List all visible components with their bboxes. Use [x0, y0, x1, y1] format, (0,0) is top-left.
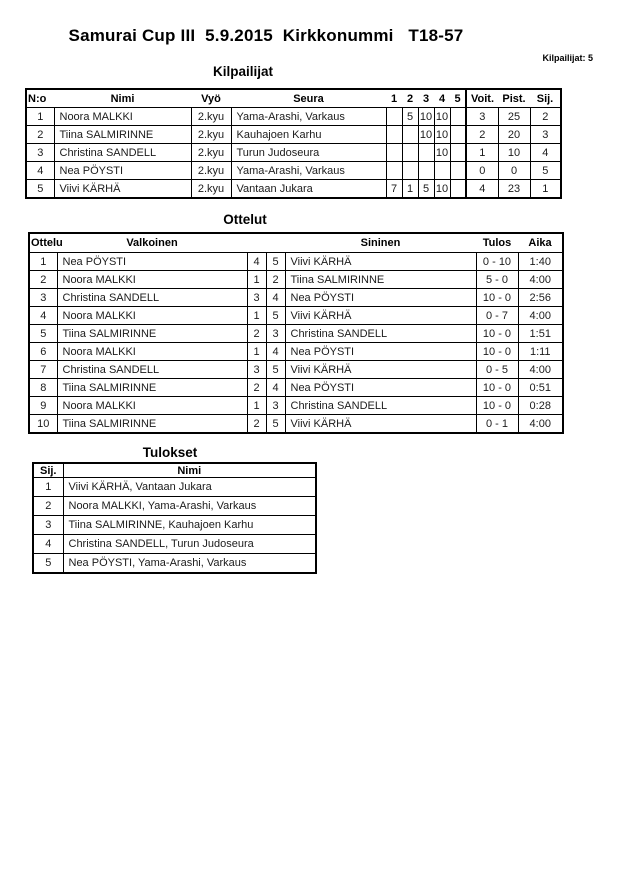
- table-row: [26, 162, 561, 180]
- table-cell: 10: [434, 144, 450, 162]
- table-cell: 1: [247, 397, 266, 415]
- table-cell: Nea PÖYSTI: [57, 253, 247, 271]
- table-cell: 0: [466, 162, 498, 180]
- col-header-time: Aika: [518, 233, 563, 253]
- table-cell: [402, 162, 418, 180]
- table-cell: 10: [418, 108, 434, 126]
- results-header-row: [33, 463, 316, 478]
- table-cell: 0: [498, 162, 530, 180]
- table-cell: Nea PÖYSTI: [285, 289, 476, 307]
- table-cell: 4:00: [518, 271, 563, 289]
- table-cell: [450, 180, 466, 199]
- table-cell: Vantaan Jukara: [231, 180, 386, 199]
- table-cell: 10 - 0: [476, 343, 518, 361]
- results-table: [32, 462, 317, 574]
- table-cell: 3: [33, 516, 63, 535]
- table-cell: 1:51: [518, 325, 563, 343]
- table-cell: 5: [402, 108, 418, 126]
- table-cell: Christina SANDELL: [285, 325, 476, 343]
- table-cell: 4: [466, 180, 498, 199]
- table-cell: 10 - 0: [476, 397, 518, 415]
- table-cell: Nea PÖYSTI, Yama-Arashi, Varkaus: [63, 554, 316, 574]
- col-header-round-5: 5: [450, 89, 466, 108]
- section-title-competitors: Kilpailijat: [212, 64, 273, 79]
- table-row: [29, 289, 563, 307]
- table-cell: 1: [530, 180, 561, 199]
- table-cell: 4: [266, 379, 285, 397]
- col-header-white-number: [247, 233, 266, 253]
- table-cell: 2: [530, 108, 561, 126]
- col-header-round-4: 4: [434, 89, 450, 108]
- table-cell: 10 - 0: [476, 289, 518, 307]
- table-cell: 1:40: [518, 253, 563, 271]
- matches-table: [28, 232, 564, 434]
- table-cell: 1: [466, 144, 498, 162]
- table-cell: 4: [33, 535, 63, 554]
- table-cell: 4: [530, 144, 561, 162]
- col-header-points: Pist.: [498, 89, 530, 108]
- table-cell: Yama-Arashi, Varkaus: [231, 162, 386, 180]
- table-row: [26, 180, 561, 199]
- col-header-result-name: Nimi: [63, 463, 316, 478]
- table-cell: Tiina SALMIRINNE: [57, 379, 247, 397]
- table-cell: Christina SANDELL: [57, 361, 247, 379]
- col-header-result-place: Sij.: [33, 463, 63, 478]
- table-cell: 0 - 10: [476, 253, 518, 271]
- col-header-round-3: 3: [418, 89, 434, 108]
- table-cell: [386, 126, 402, 144]
- table-cell: 2: [247, 325, 266, 343]
- table-cell: 3: [247, 361, 266, 379]
- table-cell: Noora MALKKI: [57, 397, 247, 415]
- table-cell: 5: [33, 554, 63, 574]
- table-row: [33, 478, 316, 497]
- table-cell: 0:28: [518, 397, 563, 415]
- table-cell: Christina SANDELL: [54, 144, 191, 162]
- col-header-club: Seura: [231, 89, 386, 108]
- table-row: [29, 397, 563, 415]
- table-cell: 10: [434, 108, 450, 126]
- table-cell: Viivi KÄRHÄ: [285, 415, 476, 434]
- section-title-results: Tulokset: [142, 445, 198, 460]
- table-cell: Viivi KÄRHÄ: [285, 253, 476, 271]
- table-cell: Nea PÖYSTI: [285, 379, 476, 397]
- table-cell: 8: [29, 379, 57, 397]
- table-cell: 4: [266, 343, 285, 361]
- col-header-place: Sij.: [530, 89, 561, 108]
- table-cell: 2.kyu: [191, 162, 231, 180]
- table-cell: 7: [386, 180, 402, 199]
- matches-header-row: [29, 233, 563, 253]
- table-cell: 3: [466, 108, 498, 126]
- col-header-belt: Vyö: [191, 89, 231, 108]
- col-header-round-1: 1: [386, 89, 402, 108]
- table-cell: 20: [498, 126, 530, 144]
- table-cell: 1:11: [518, 343, 563, 361]
- table-cell: Noora MALKKI, Yama-Arashi, Varkaus: [63, 497, 316, 516]
- col-header-match: Ottelu: [29, 233, 57, 253]
- table-cell: 2: [29, 271, 57, 289]
- table-row: [33, 497, 316, 516]
- col-header-result: Tulos: [476, 233, 518, 253]
- table-cell: 5: [266, 253, 285, 271]
- table-cell: Nea PÖYSTI: [285, 343, 476, 361]
- table-cell: 2.kyu: [191, 108, 231, 126]
- col-header-name: Nimi: [54, 89, 191, 108]
- table-cell: [418, 144, 434, 162]
- table-cell: Tiina SALMIRINNE: [57, 325, 247, 343]
- table-cell: 2: [247, 415, 266, 434]
- table-cell: 6: [29, 343, 57, 361]
- table-cell: Noora MALKKI: [57, 271, 247, 289]
- table-cell: [450, 108, 466, 126]
- table-cell: Viivi KÄRHÄ: [285, 361, 476, 379]
- table-cell: Viivi KÄRHÄ: [54, 180, 191, 199]
- table-cell: 3: [530, 126, 561, 144]
- table-cell: Viivi KÄRHÄ: [285, 307, 476, 325]
- table-cell: 10 - 0: [476, 379, 518, 397]
- table-cell: Kauhajoen Karhu: [231, 126, 386, 144]
- table-cell: 0 - 5: [476, 361, 518, 379]
- table-row: [29, 271, 563, 289]
- competitors-table: [25, 88, 562, 199]
- table-cell: 23: [498, 180, 530, 199]
- table-cell: [450, 126, 466, 144]
- col-header-wins: Voit.: [466, 89, 498, 108]
- table-cell: 3: [266, 325, 285, 343]
- table-row: [26, 108, 561, 126]
- table-cell: 4:00: [518, 307, 563, 325]
- table-row: [29, 307, 563, 325]
- table-cell: 4: [29, 307, 57, 325]
- col-header-blue-number: [266, 233, 285, 253]
- table-row: [29, 379, 563, 397]
- table-cell: 2: [26, 126, 54, 144]
- table-cell: [402, 126, 418, 144]
- table-cell: 5 - 0: [476, 271, 518, 289]
- table-row: [33, 516, 316, 535]
- table-cell: 5: [266, 415, 285, 434]
- table-cell: 2.kyu: [191, 144, 231, 162]
- table-cell: 2.kyu: [191, 180, 231, 199]
- table-row: [29, 361, 563, 379]
- table-cell: [450, 162, 466, 180]
- table-row: [26, 144, 561, 162]
- table-cell: Viivi KÄRHÄ, Vantaan Jukara: [63, 478, 316, 497]
- table-cell: 25: [498, 108, 530, 126]
- table-cell: Noora MALKKI: [57, 307, 247, 325]
- table-cell: 4: [247, 253, 266, 271]
- table-cell: Noora MALKKI: [57, 343, 247, 361]
- table-cell: 2: [266, 271, 285, 289]
- table-cell: Turun Judoseura: [231, 144, 386, 162]
- table-cell: 4: [26, 162, 54, 180]
- table-row: [29, 343, 563, 361]
- table-cell: [418, 162, 434, 180]
- col-header-round-2: 2: [402, 89, 418, 108]
- table-cell: Christina SANDELL: [285, 397, 476, 415]
- table-cell: 5: [29, 325, 57, 343]
- table-cell: 10: [434, 180, 450, 199]
- table-cell: 10 - 0: [476, 325, 518, 343]
- table-cell: 1: [247, 307, 266, 325]
- table-cell: Yama-Arashi, Varkaus: [231, 108, 386, 126]
- table-cell: [386, 162, 402, 180]
- table-cell: 2.kyu: [191, 126, 231, 144]
- table-row: [33, 554, 316, 574]
- table-cell: 9: [29, 397, 57, 415]
- table-cell: 5: [26, 180, 54, 199]
- page-title: Samurai Cup III 5.9.2015 Kirkkonummi T18-57: [68, 26, 464, 45]
- table-cell: 1: [26, 108, 54, 126]
- table-cell: 7: [29, 361, 57, 379]
- table-cell: [386, 108, 402, 126]
- table-cell: 1: [33, 478, 63, 497]
- table-cell: 5: [530, 162, 561, 180]
- table-cell: [386, 144, 402, 162]
- table-cell: 2: [466, 126, 498, 144]
- table-cell: Tiina SALMIRINNE, Kauhajoen Karhu: [63, 516, 316, 535]
- table-row: [29, 325, 563, 343]
- table-row: [33, 535, 316, 554]
- table-cell: 0 - 1: [476, 415, 518, 434]
- table-cell: 4:00: [518, 415, 563, 434]
- table-cell: 10: [434, 126, 450, 144]
- table-cell: 4:00: [518, 361, 563, 379]
- table-cell: 2:56: [518, 289, 563, 307]
- table-cell: 3: [29, 289, 57, 307]
- table-cell: [434, 162, 450, 180]
- competitors-header-row: [26, 89, 561, 108]
- table-cell: 10: [418, 126, 434, 144]
- competitors-count-label: Kilpailijat: 5: [542, 53, 593, 63]
- table-cell: [450, 144, 466, 162]
- col-header-no: N:o: [26, 89, 54, 108]
- table-cell: 0 - 7: [476, 307, 518, 325]
- table-cell: 1: [247, 271, 266, 289]
- table-cell: 2: [247, 379, 266, 397]
- table-cell: Nea PÖYSTI: [54, 162, 191, 180]
- table-cell: 1: [29, 253, 57, 271]
- table-cell: 1: [402, 180, 418, 199]
- table-cell: Tiina SALMIRINNE: [285, 271, 476, 289]
- section-title-matches: Ottelut: [223, 212, 267, 227]
- table-cell: 5: [266, 361, 285, 379]
- table-cell: Tiina SALMIRINNE: [57, 415, 247, 434]
- table-row: [26, 126, 561, 144]
- table-row: [29, 415, 563, 434]
- table-cell: 2: [33, 497, 63, 516]
- table-cell: Noora MALKKI: [54, 108, 191, 126]
- table-cell: 5: [266, 307, 285, 325]
- table-cell: Tiina SALMIRINNE: [54, 126, 191, 144]
- table-cell: 1: [247, 343, 266, 361]
- table-cell: 3: [26, 144, 54, 162]
- table-cell: Christina SANDELL: [57, 289, 247, 307]
- table-cell: 3: [247, 289, 266, 307]
- table-cell: 5: [418, 180, 434, 199]
- col-header-white: Valkoinen: [57, 233, 247, 253]
- table-cell: Christina SANDELL, Turun Judoseura: [63, 535, 316, 554]
- col-header-blue: Sininen: [285, 233, 476, 253]
- table-cell: 10: [29, 415, 57, 434]
- table-cell: 3: [266, 397, 285, 415]
- table-cell: 4: [266, 289, 285, 307]
- table-cell: [402, 144, 418, 162]
- table-row: [29, 253, 563, 271]
- table-cell: 10: [498, 144, 530, 162]
- table-cell: 0:51: [518, 379, 563, 397]
